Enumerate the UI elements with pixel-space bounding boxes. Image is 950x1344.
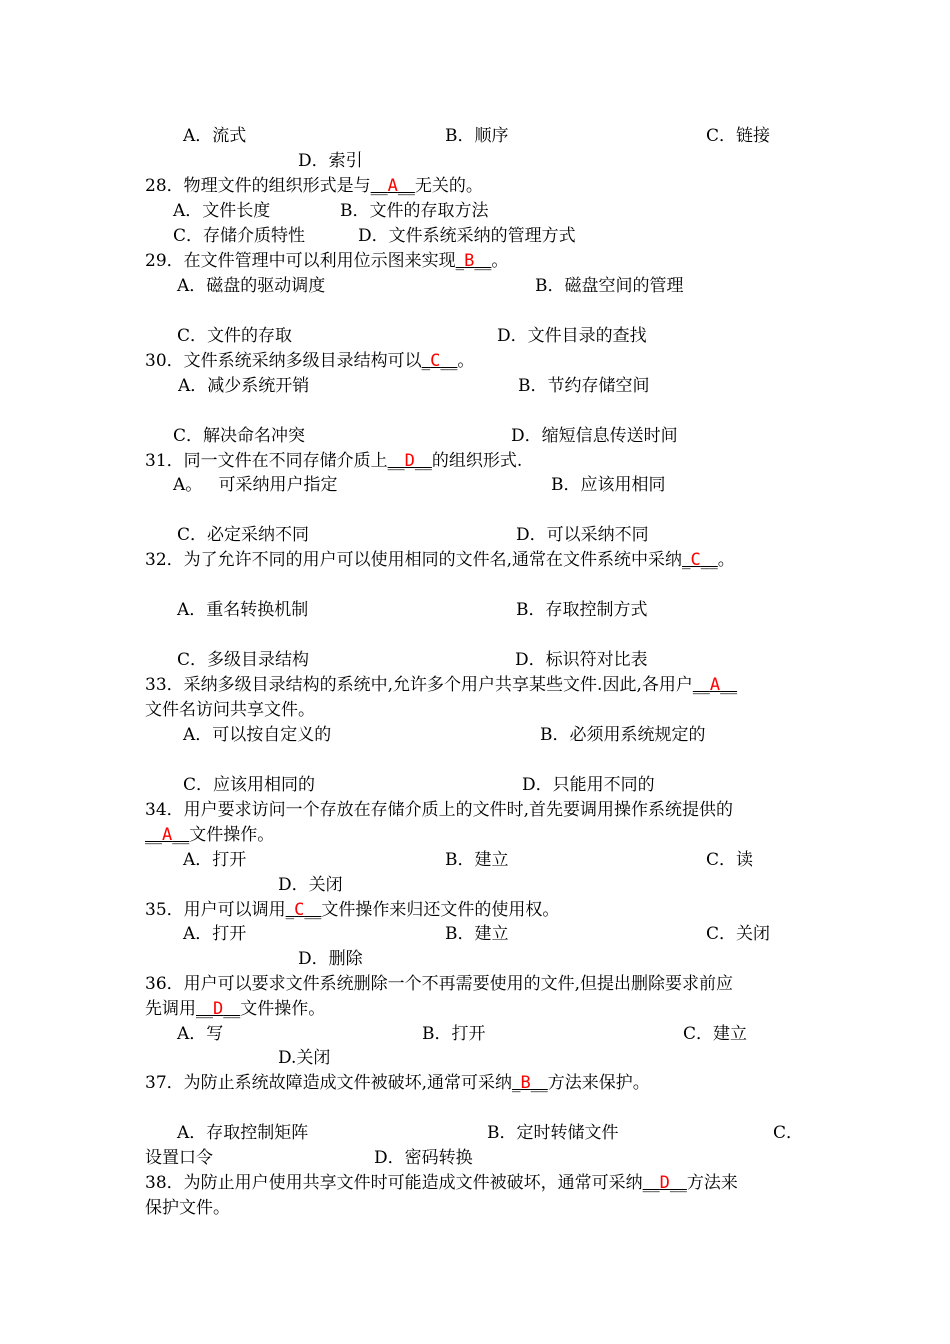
- q31-option-b: B．应该用相同: [551, 475, 666, 495]
- q28-option-c: C．存储介质特性: [173, 226, 306, 246]
- q34-option-d: D．关闭: [278, 875, 343, 895]
- q35-question: 35．用户可以调用_C__文件操作来归还文件的使用权。: [145, 900, 560, 920]
- q30-option-a: A．减少系统开销: [178, 376, 310, 396]
- q35-option-b: B．建立: [445, 924, 509, 944]
- q30-option-c: C．解决命名冲突: [173, 426, 306, 446]
- q32-question: 32．为了允许不同的用户可以使用相同的文件名,通常在文件系统中采纳_C__。: [145, 550, 735, 570]
- q28-question: 28．物理文件的组织形式是与__A__无关的。: [145, 176, 483, 196]
- q38-question: 38．为防止用户使用共享文件时可能造成文件被破坏，通常可采纳__D__方法来: [145, 1173, 738, 1193]
- question-text: 方法来: [686, 1173, 738, 1193]
- question-text: 35．用户可以调用: [145, 900, 286, 920]
- question-text: 29．在文件管理中可以利用位示图来实现: [145, 251, 456, 271]
- q37-option-a: A．存取控制矩阵: [177, 1123, 309, 1143]
- question-text: 。: [491, 251, 509, 271]
- q37-option-d: D．密码转换: [374, 1148, 473, 1168]
- q36-option-a: A．写: [177, 1024, 224, 1044]
- q31-question: 31．同一文件在不同存储介质上__D__的组织形式.: [145, 451, 523, 471]
- q34-question: 34．用户要求访问一个存放在存储介质上的文件时,首先要调用操作系统提供的: [145, 800, 734, 820]
- q32-option-b: B．存取控制方式: [516, 600, 648, 620]
- question-text: 31．同一文件在不同存储介质上: [145, 451, 388, 471]
- q28-option-d: D．文件系统采纳的管理方式: [358, 226, 576, 246]
- question-text: 先调用: [145, 999, 196, 1019]
- answer-mark: C: [430, 351, 441, 371]
- answer-mark: A: [387, 176, 398, 196]
- question-text: 文件操作来归还文件的使用权。: [321, 900, 560, 920]
- q29-option-b: B．磁盘空间的管理: [535, 276, 684, 296]
- q36-question-line2: 先调用__D__文件操作。: [145, 999, 326, 1019]
- question-text: 32．为了允许不同的用户可以使用相同的文件名,通常在文件系统中采纳: [145, 550, 683, 570]
- question-text: 。: [717, 550, 735, 570]
- q34-option-c: C．读: [706, 850, 754, 870]
- q32-option-d: D．标识符对比表: [515, 650, 648, 670]
- q34-question-line2: __A__文件操作。: [145, 825, 275, 845]
- q30-question: 30．文件系统采纳多级目录结构可以_C__。: [145, 351, 475, 371]
- q31-option-c: C．必定采纳不同: [177, 525, 310, 545]
- question-text: 无关的。: [414, 176, 483, 196]
- q35-option-a: A．打开: [183, 924, 247, 944]
- q33-option-d: D．只能用不同的: [522, 775, 655, 795]
- q31-option-d: D．可以采纳不同: [516, 525, 649, 545]
- q33-option-b: B．必须用系统规定的: [540, 725, 706, 745]
- q28-option-b: B．文件的存取方法: [340, 201, 489, 221]
- q37-option-b: B．定时转储文件: [487, 1123, 619, 1143]
- q37-option-c: C．: [773, 1123, 804, 1143]
- answer-mark: A: [162, 825, 173, 845]
- q36-option-c: C．建立: [683, 1024, 748, 1044]
- answer-mark: D: [404, 451, 415, 471]
- answer-mark: B: [520, 1073, 531, 1093]
- q34-option-b: B．建立: [445, 850, 509, 870]
- q27-option-b: B．顺序: [445, 126, 509, 146]
- answer-mark: B: [464, 251, 475, 271]
- answer-mark: A: [709, 675, 721, 695]
- q30-option-b: B．节约存储空间: [518, 376, 650, 396]
- question-text: 37．为防止系统故障造成文件被破坏,通常可采纳: [145, 1073, 513, 1093]
- q33-option-a: A．可以按自定义的: [183, 725, 332, 745]
- question-text: 。: [457, 351, 475, 371]
- q37-question: 37．为防止系统故障造成文件被破坏,通常可采纳_B__方法来保护。: [145, 1073, 650, 1093]
- q29-option-a: A．磁盘的驱动调度: [177, 276, 326, 296]
- q37-option-c-text: 设置口令: [145, 1148, 213, 1168]
- q34-option-a: A．打开: [183, 850, 247, 870]
- q28-option-a: A．文件长度: [173, 201, 271, 221]
- q36-question: 36．用户可以要求文件系统删除一个不再需要使用的文件,但提出删除要求前应: [145, 974, 734, 994]
- question-text: 方法来保护。: [547, 1073, 650, 1093]
- q33-question-line2: 文件名访问共享文件。: [145, 700, 315, 720]
- question-text: 30．文件系统采纳多级目录结构可以: [145, 351, 422, 371]
- q33-question: 33．采纳多级目录结构的系统中,允许多个用户共享某些文件.因此,各用户__A__: [145, 675, 738, 695]
- q36-option-d: D.关闭: [278, 1048, 331, 1068]
- q29-question: 29．在文件管理中可以利用位示图来实现_B__。: [145, 251, 509, 271]
- q35-option-d: D．删除: [298, 949, 363, 969]
- q31-option-a: A。 可采纳用户指定: [173, 475, 338, 495]
- q36-option-b: B．打开: [422, 1024, 486, 1044]
- question-text: 的组织形式.: [431, 451, 523, 471]
- q32-option-c: C．多级目录结构: [177, 650, 310, 670]
- answer-mark: D: [659, 1173, 670, 1193]
- q27-option-d: D．索引: [298, 151, 363, 171]
- question-text: 文件操作。: [189, 825, 275, 845]
- question-text: 33．采纳多级目录结构的系统中,允许多个用户共享某些文件.因此,各用户: [145, 675, 693, 695]
- question-text: 38．为防止用户使用共享文件时可能造成文件被破坏，通常可采纳: [145, 1173, 643, 1193]
- q27-option-c: C．链接: [706, 126, 771, 146]
- question-text: 28．物理文件的组织形式是与: [145, 176, 371, 196]
- q35-option-c: C．关闭: [706, 924, 771, 944]
- answer-mark: C: [294, 900, 305, 920]
- q29-option-c: C．文件的存取: [177, 326, 293, 346]
- answer-mark: C: [690, 550, 701, 570]
- q30-option-d: D．缩短信息传送时间: [511, 426, 678, 446]
- q29-option-d: D．文件目录的查找: [497, 326, 647, 346]
- q33-option-c: C．应该用相同的: [183, 775, 316, 795]
- question-text: 文件操作。: [240, 999, 326, 1019]
- q32-option-a: A．重名转换机制: [177, 600, 309, 620]
- answer-mark: D: [213, 999, 224, 1019]
- q38-question-line2: 保护文件。: [145, 1198, 230, 1218]
- q27-option-a: A．流式: [183, 126, 247, 146]
